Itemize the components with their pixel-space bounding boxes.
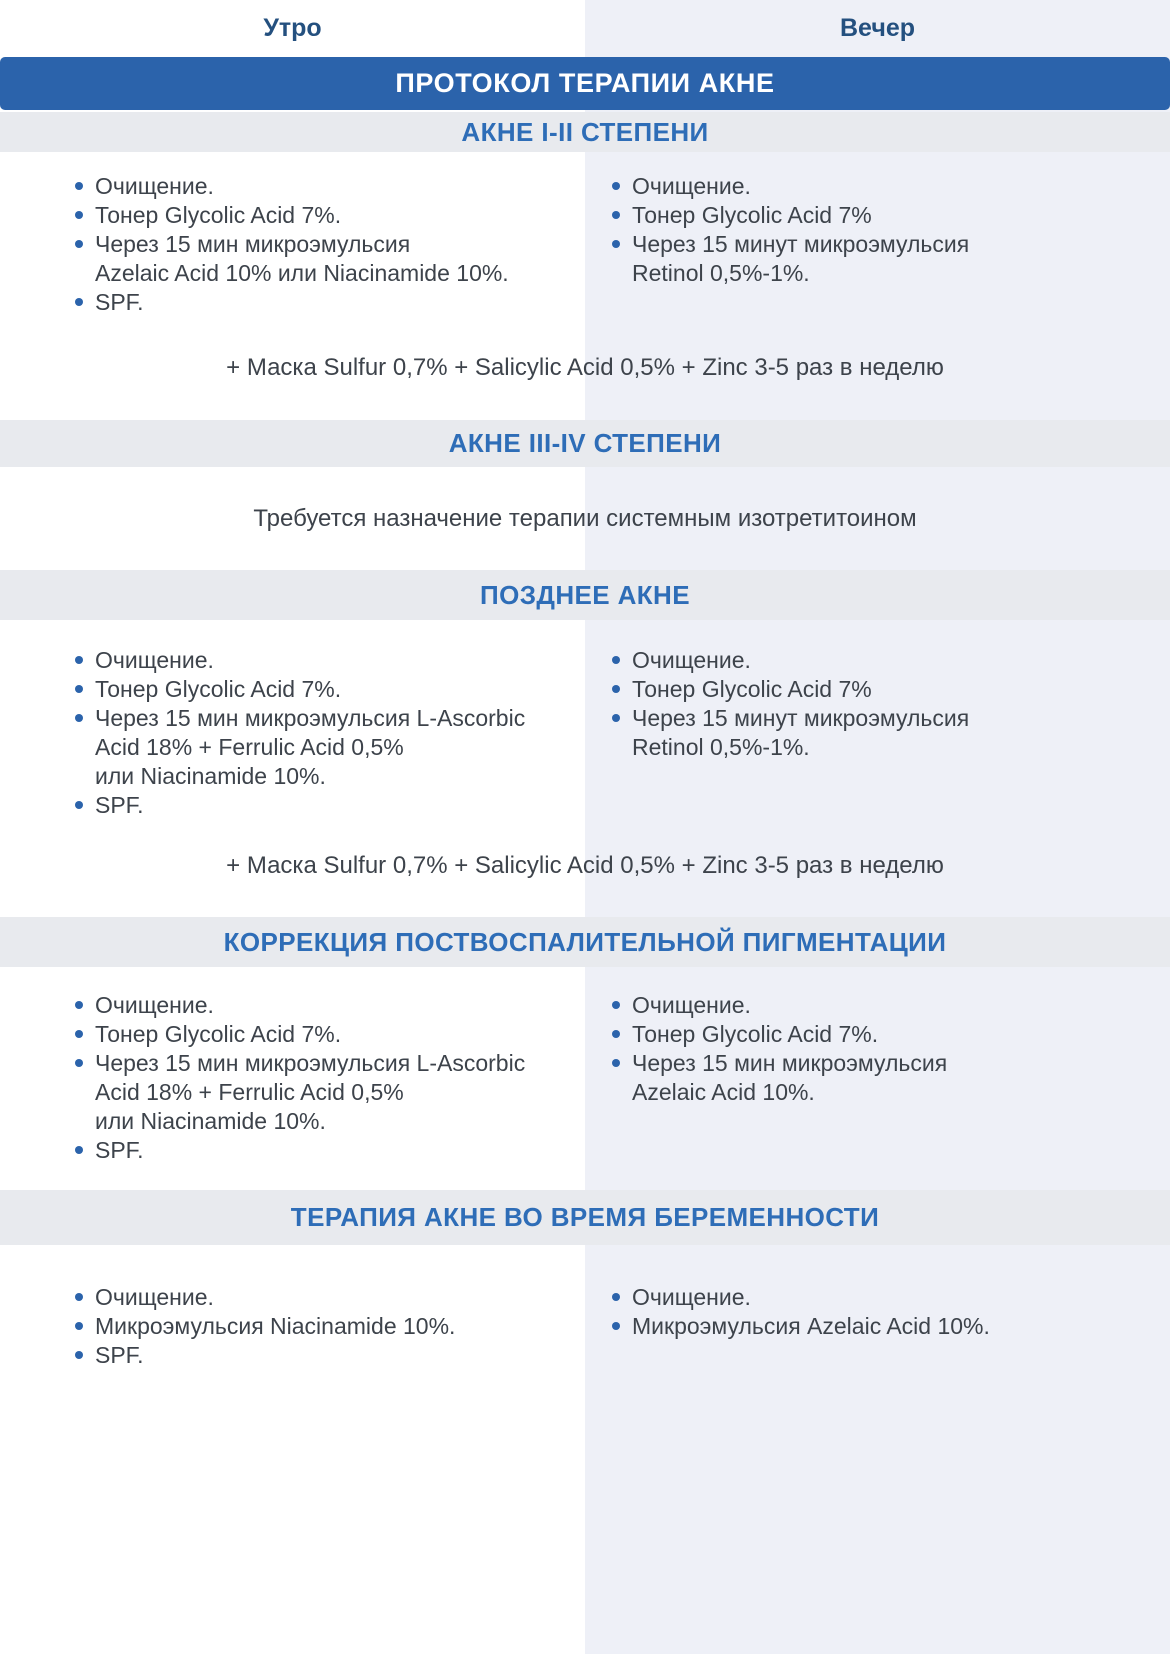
bullet-line: Микроэмульсия Niacinamide 10%. bbox=[95, 1313, 456, 1339]
bullet-item bbox=[612, 675, 1150, 704]
mask-footnote bbox=[0, 330, 1170, 420]
evening-column-header: Вечер bbox=[839, 14, 916, 42]
document-title-banner bbox=[0, 57, 1170, 110]
bullet-line: Очищение. bbox=[95, 173, 214, 199]
bullet-item bbox=[75, 991, 565, 1020]
bullet-item bbox=[75, 201, 565, 230]
section-title-text: ПОЗДНЕЕ АКНЕ bbox=[480, 579, 690, 610]
bullet-item bbox=[75, 1136, 565, 1165]
section-title-text: КОРРЕКЦИЯ ПОСТВОСПАЛИТЕЛЬНОЙ ПИГМЕНТАЦИИ bbox=[223, 926, 947, 957]
bullet-item bbox=[612, 646, 1150, 675]
isotretinoin-note-text: Требуется назначение терапии системным изотретитоином bbox=[253, 504, 917, 532]
morning-cell bbox=[0, 1283, 585, 1654]
mask-footnote-text: + Маска Sulfur 0,7% + Salicylic Acid 0,5% + Zinc 3-5 раз в неделю bbox=[226, 852, 944, 879]
morning-cell bbox=[0, 646, 585, 830]
evening-cell bbox=[585, 1283, 1170, 1654]
bullet-item bbox=[75, 675, 565, 704]
bullet-line: SPF. bbox=[95, 289, 144, 315]
bullet-item bbox=[612, 201, 1150, 230]
bullet-line: SPF. bbox=[95, 792, 144, 818]
bullet-line: Через 15 минут микроэмульсия bbox=[632, 705, 970, 731]
section-title-text: ТЕРАПИЯ АКНЕ ВО ВРЕМЯ БЕРЕМЕННОСТИ bbox=[290, 1202, 880, 1232]
bullet-item bbox=[612, 1312, 1150, 1341]
bullet-item bbox=[612, 704, 1150, 762]
mask-footnote bbox=[0, 830, 1170, 917]
bullet-line: Retinol 0,5%-1%. bbox=[632, 734, 810, 760]
bullet-line: Через 15 мин микроэмульсия L-Ascorbic bbox=[95, 1050, 526, 1076]
bullet-item bbox=[75, 1341, 565, 1370]
bullet-line: Очищение. bbox=[632, 647, 751, 673]
bullet-line: Retinol 0,5%-1%. bbox=[632, 260, 810, 286]
bullet-item bbox=[612, 1283, 1150, 1312]
section-pregnancy-content bbox=[0, 1245, 1170, 1654]
bullet-line: или Niacinamide 10%. bbox=[95, 1108, 326, 1134]
document-title: ПРОТОКОЛ ТЕРАПИИ АКНЕ bbox=[395, 68, 775, 98]
mask-footnote-text: + Маска Sulfur 0,7% + Salicylic Acid 0,5% + Zinc 3-5 раз в неделю bbox=[226, 354, 944, 381]
bullet-line: Тонер Glycolic Acid 7% bbox=[632, 676, 872, 702]
section-title-late-acne bbox=[0, 570, 1170, 620]
morning-routine-list bbox=[0, 172, 585, 317]
bullet-item bbox=[612, 230, 1150, 288]
evening-cell bbox=[585, 991, 1170, 1190]
section-pigmentation-content bbox=[0, 967, 1170, 1190]
evening-cell bbox=[585, 646, 1170, 830]
bullet-item bbox=[75, 1283, 565, 1312]
bullet-item bbox=[75, 1020, 565, 1049]
section-title-pigmentation-correction bbox=[0, 917, 1170, 967]
bullet-line: Через 15 мин микроэмульсия L-Ascorbic bbox=[95, 705, 526, 731]
morning-cell bbox=[0, 991, 585, 1190]
bullet-item bbox=[75, 288, 565, 317]
column-headers-row bbox=[0, 0, 1170, 57]
morning-routine-list bbox=[0, 1283, 585, 1370]
bullet-line: Очищение. bbox=[95, 1284, 214, 1310]
bullet-line: или Niacinamide 10%. bbox=[95, 763, 326, 789]
bullet-line: Azelaic Acid 10%. bbox=[632, 1079, 815, 1105]
bullet-line: Тонер Glycolic Acid 7% bbox=[632, 202, 872, 228]
bullet-line: Очищение. bbox=[632, 1284, 751, 1310]
section-title-acne-grade-1-2 bbox=[0, 112, 1170, 152]
section-acne-grade-1-2-content bbox=[0, 152, 1170, 330]
bullet-item bbox=[75, 172, 565, 201]
bullet-item bbox=[75, 791, 565, 820]
bullet-line: Тонер Glycolic Acid 7%. bbox=[95, 676, 342, 702]
bullet-line: Микроэмульсия Azelaic Acid 10%. bbox=[632, 1313, 990, 1339]
morning-routine-list bbox=[0, 646, 585, 820]
bullet-line: Тонер Glycolic Acid 7%. bbox=[95, 1021, 342, 1047]
bullet-item bbox=[612, 172, 1150, 201]
morning-cell bbox=[0, 172, 585, 330]
section-title-pregnancy-therapy bbox=[0, 1190, 1170, 1245]
morning-routine-list bbox=[0, 991, 585, 1165]
bullet-line: Тонер Glycolic Acid 7%. bbox=[632, 1021, 879, 1047]
bullet-line: Очищение. bbox=[95, 647, 214, 673]
bullet-line: Через 15 минут микроэмульсия bbox=[632, 231, 970, 257]
evening-routine-list bbox=[585, 172, 1170, 288]
bullet-item bbox=[75, 230, 565, 288]
bullet-item bbox=[75, 646, 565, 675]
morning-column-header: Утро bbox=[263, 14, 322, 42]
isotretinoin-note bbox=[0, 467, 1170, 570]
section-title-acne-grade-3-4 bbox=[0, 420, 1170, 467]
bullet-item bbox=[612, 991, 1150, 1020]
evening-cell bbox=[585, 172, 1170, 330]
section-title-text: АКНЕ III-IV СТЕПЕНИ bbox=[448, 428, 722, 458]
evening-routine-list bbox=[585, 646, 1170, 762]
bullet-item bbox=[75, 1049, 565, 1136]
bullet-line: Очищение. bbox=[632, 992, 751, 1018]
bullet-line: Acid 18% + Ferrulic Acid 0,5% bbox=[95, 734, 404, 760]
bullet-line: Очищение. bbox=[632, 173, 751, 199]
bullet-item bbox=[612, 1020, 1150, 1049]
bullet-line: Azelaic Acid 10% или Niacinamide 10%. bbox=[95, 260, 509, 286]
bullet-line: Тонер Glycolic Acid 7%. bbox=[95, 202, 342, 228]
bullet-line: SPF. bbox=[95, 1137, 144, 1163]
section-title-text: АКНЕ I-II СТЕПЕНИ bbox=[461, 116, 709, 147]
bullet-item bbox=[75, 704, 565, 791]
section-late-acne-content bbox=[0, 620, 1170, 830]
bullet-line: SPF. bbox=[95, 1342, 144, 1368]
bullet-line: Через 15 мин микроэмульсия bbox=[95, 231, 411, 257]
bullet-line: Через 15 мин микроэмульсия bbox=[632, 1050, 948, 1076]
bullet-item bbox=[75, 1312, 565, 1341]
evening-routine-list bbox=[585, 991, 1170, 1107]
bullet-item bbox=[612, 1049, 1150, 1107]
bullet-line: Очищение. bbox=[95, 992, 214, 1018]
evening-routine-list bbox=[585, 1283, 1170, 1341]
bullet-line: Acid 18% + Ferrulic Acid 0,5% bbox=[95, 1079, 404, 1105]
